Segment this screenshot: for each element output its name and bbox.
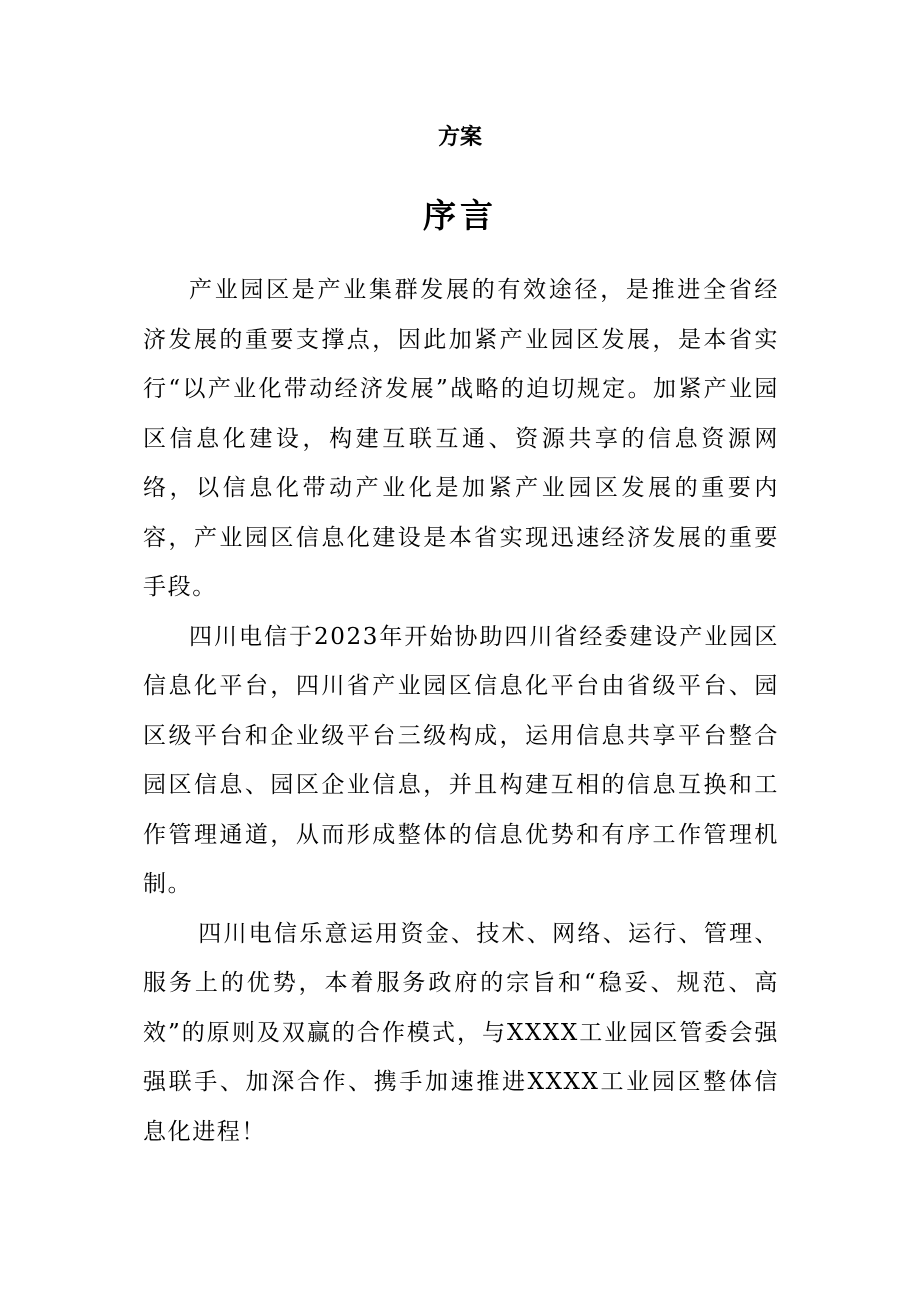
body-text (143, 266, 779, 1157)
paragraph-1: 产业园区是产业集群发展的有效途径，是推进全省经济发展的重要支撑点，因此加紧产业园区发展，是本省实行“以产业化带动经济发展”战略的迫切规定。加紧产业园区信息化建设，构建互联互通、资源共享的信息资源网络，以信息化带动产业化是加紧产业园区发展的重要内容，产业园区信息化建设是本省实现迅速经济发展的重要手段。 (143, 277, 779, 600)
preface-title: 序言 (423, 196, 497, 235)
document-header-title: 方案 (437, 124, 482, 150)
paragraph-2: 四川电信于2023年开始协助四川省经委建设产业园区信息化平台，四川省产业园区信息化平台由省级平台、园区级平台和企业级平台三级构成，运用信息共享平台整合园区信息、园区企业信息，并且构建互相的信息互换和工作管理通道，从而形成整体的信息优势和有序工作管理机制。 (143, 623, 779, 897)
paragraph-3: 四川电信乐意运用资金、技术、网络、运行、管理、服务上的优势，本着服务政府的宗旨和“稳妥、规范、高效”的原则及双赢的合作模式，与XXXX工业园区管委会强强联手、加深合作、携手加速推进XXXX工业园区整体信息化进程！ (143, 920, 779, 1145)
